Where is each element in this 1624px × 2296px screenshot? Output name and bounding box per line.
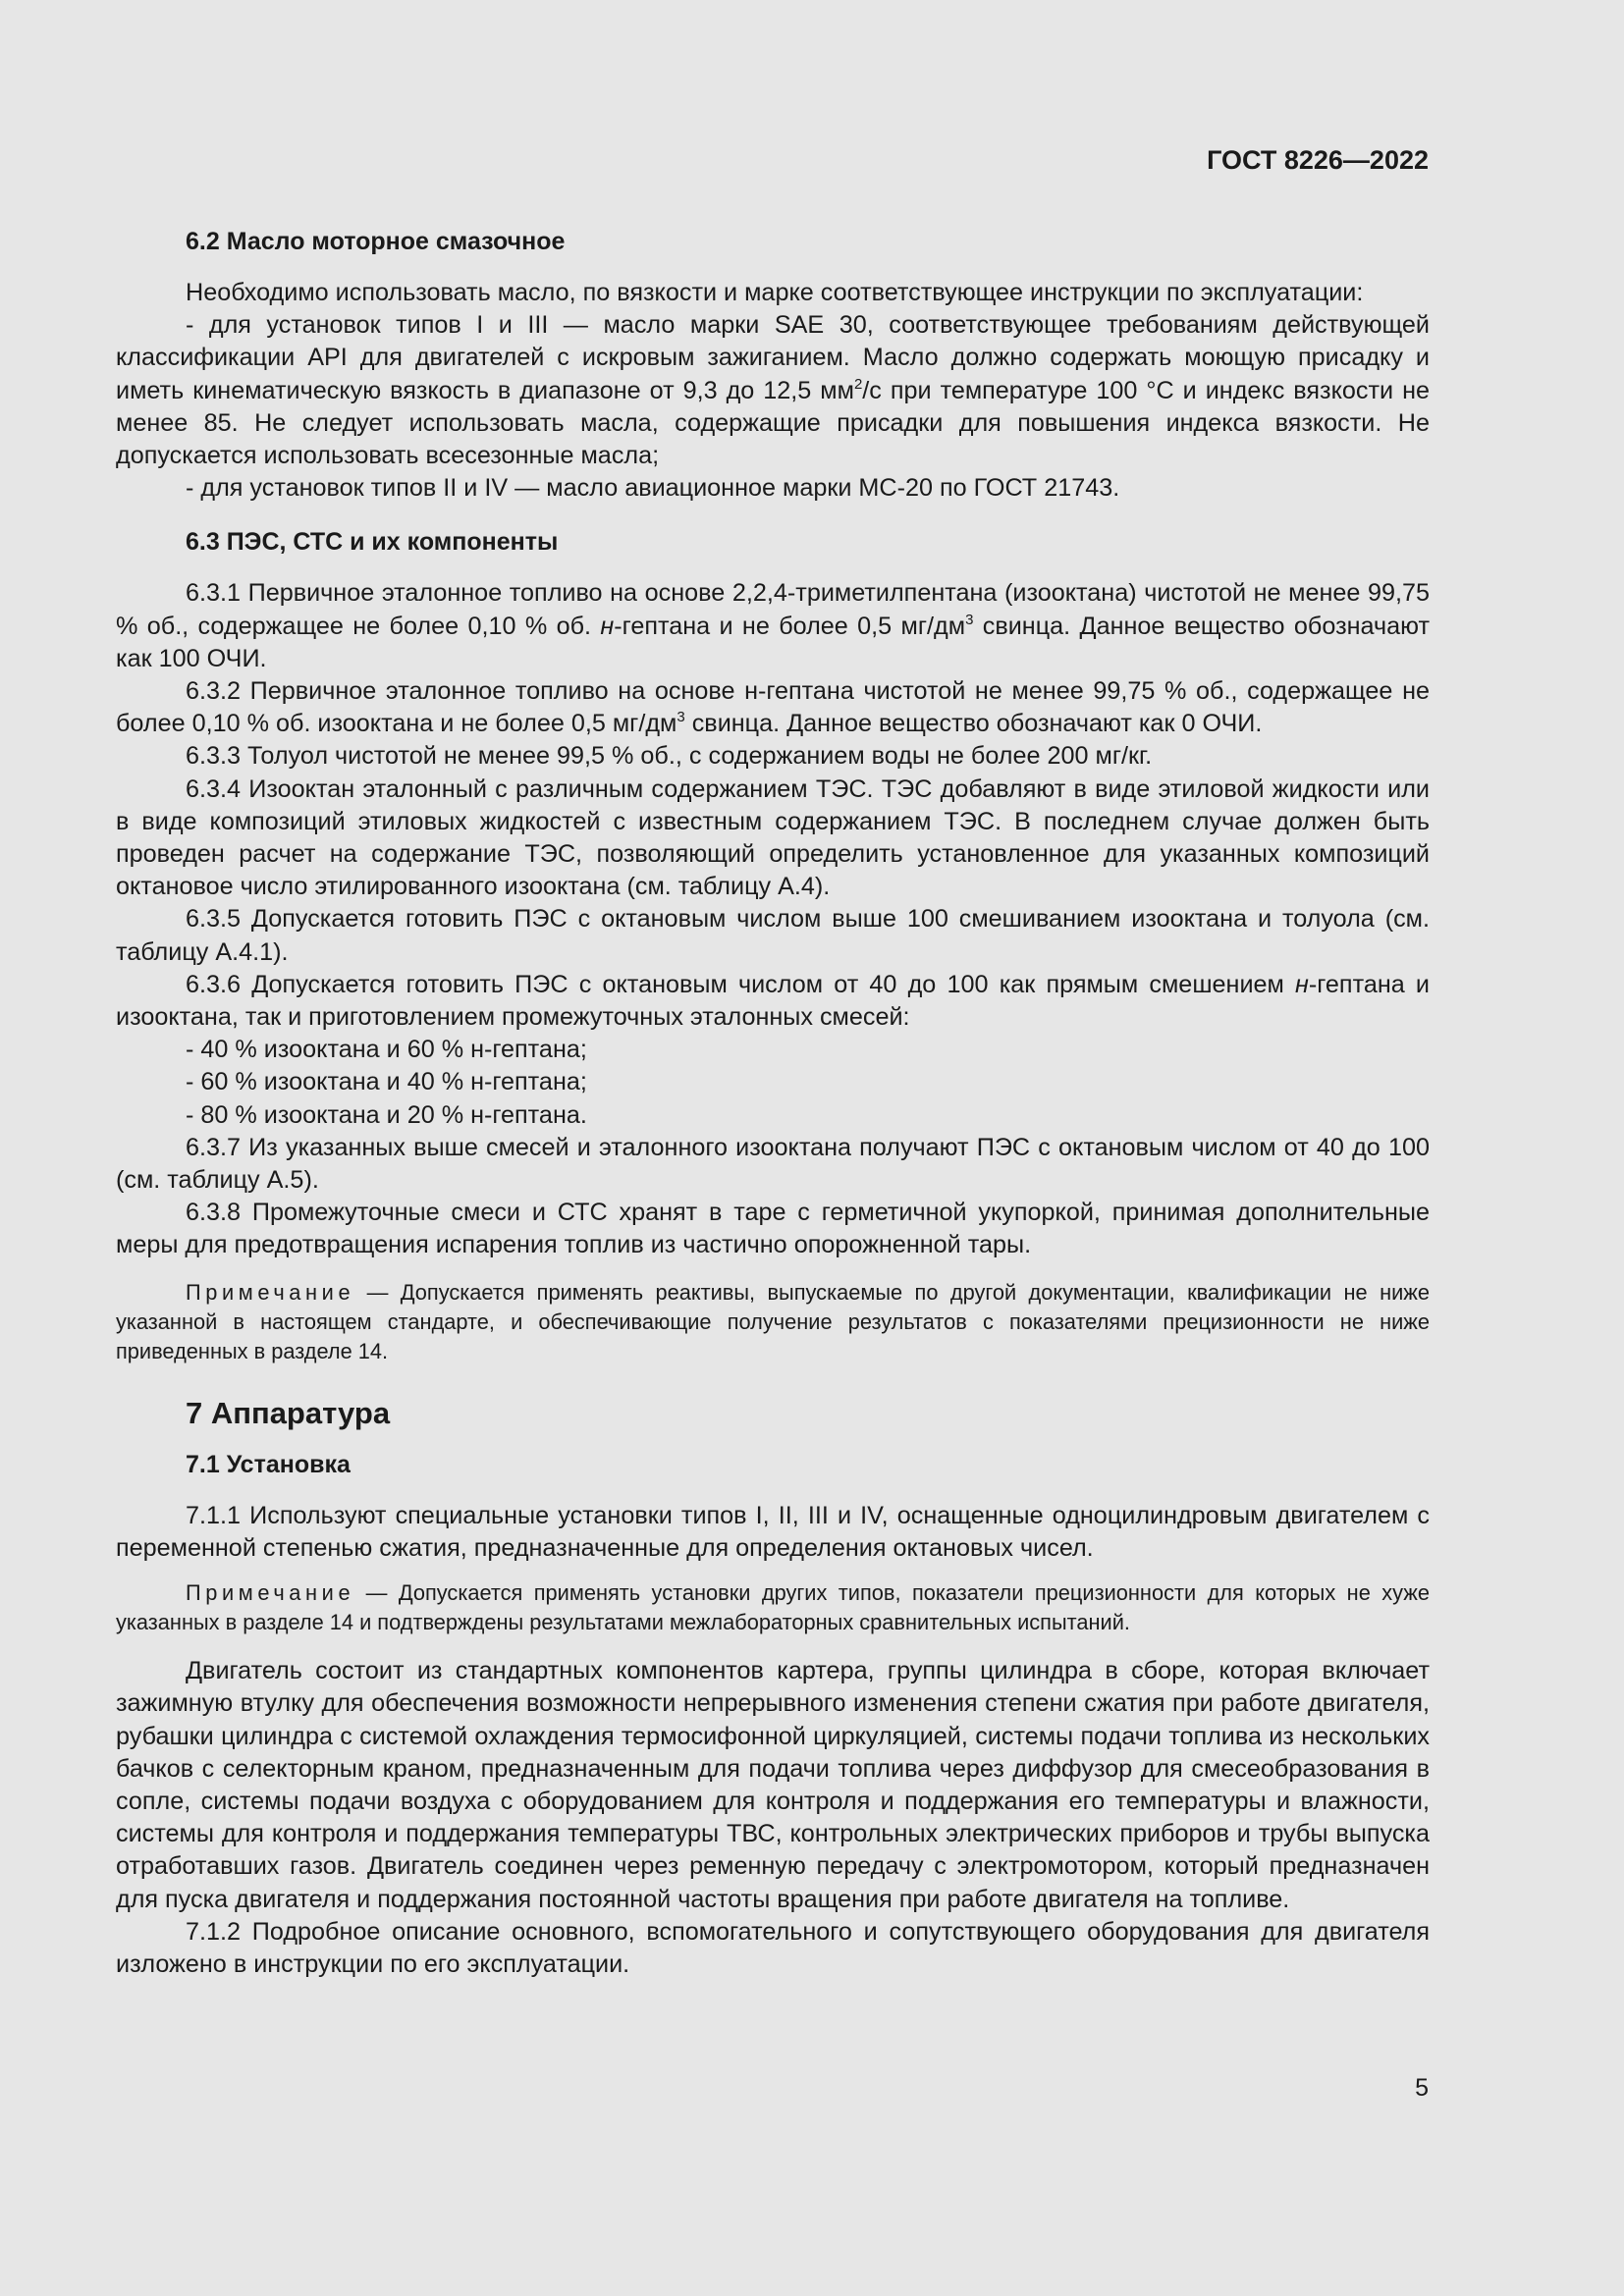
paragraph: Необходимо использовать масло, по вязкости и марке соответствующее инструкции по эксплуатации: [186,279,1364,306]
list-item: - 40 % изооктана и 60 % н-гептана; [186,1036,587,1064]
paragraph-6-3-8: 6.3.8 Промежуточные смеси и СТС хранят в таре с герметичной укупоркой, принимая дополнительные меры для предотвращения испарения топлив из частично опорожненной тары. [116,1199,1430,1259]
paragraph-6-3-1 [116,577,1430,675]
paragraph-6-3-5: 6.3.5 Допускается готовить ПЭС с октановым числом выше 100 смешиванием изооктана и толуола (см. таблицу А.4.1). [116,905,1430,966]
paragraph-7-1-1: 7.1.1 Используют специальные установки типов I, II, III и IV, оснащенные одноцилиндровым двигателем с переменной степенью сжатия, предназначенные для определения октановых чисел. [116,1501,1430,1562]
paragraph-7-1-2: 7.1.2 Подробное описание основного, вспомогательного и сопутствующего оборудования для двигателя изложено в инструкции по его эксплуатации. [116,1917,1430,1978]
text-fragment: 6.3.6 Допускается готовить ПЭС с октановым числом от 40 до 100 как прямым смешением [186,970,1296,998]
text-fragment: 6.3.2 Первичное эталонное топливо на основе н-гептана чистотой не менее 99,75 % об., содержащее не более 0,10 % об. изооктана и не более 0,5 мг/дм [116,677,1430,738]
note-label: Примечание [186,1580,355,1606]
text-fragment: - для установок типов I и III — масло марки SAE 30, соответствующее требованиям действующей классификации API для двигателей с искровым зажиганием. Масло должно содержать моющую присадку и иметь кинематическую вязкость в диапазоне от 9,3 до 12,5 мм [116,311,1430,404]
paragraph-6-3-4: 6.3.4 Изооктан эталонный с различным содержанием ТЭС. ТЭС добавляют в виде этиловой жидкости или в виде композиций этиловых жидкостей с известным содержанием ТЭС. В последнем случае должен быть проведен расчет на содержание ТЭС, позволяющий определить установленное для указанных композиций октановое число этилированного изооктана (см. таблицу А.4). [116,774,1430,901]
text-fragment: -гептана и не более 0,5 мг/дм [614,612,966,640]
paragraph-6-3-2 [116,675,1430,740]
section-6-2-title: 6.2 Масло моторное смазочное [186,228,566,255]
text-fragment: /с при температуре 100 °C и индекс вязкости не менее 85. Не следует использовать масла, содержащие присадки для повышения индекса вязкости. Не допускается использовать всесезонные масла; [116,376,1431,470]
note-label: Примечание [186,1279,355,1305]
paragraph-6-3-6 [116,969,1430,1034]
text-fragment: свинца. Данное вещество обозначают как 0 ОЧИ. [684,710,1263,738]
note [116,1578,1430,1637]
paragraph-6-3-7: 6.3.7 Из указанных выше смесей и эталонного изооктана получают ПЭС с октановым числом от 40 до 100 (см. таблицу А.5). [116,1133,1430,1195]
section-7-1-title: 7.1 Установка [186,1450,351,1478]
superscript: 2 [853,375,863,393]
section-6-3-title: 6.3 ПЭС, СТС и их компоненты [186,528,559,557]
paragraph-6-3-3: 6.3.3 Толуол чистотой не менее 99,5 % об., с содержанием воды не более 200 мг/кг. [186,742,1153,771]
superscript: 3 [677,709,685,726]
superscript: 3 [965,611,974,628]
list-item: - 60 % изооктана и 40 % н-гептана; [186,1068,587,1096]
paragraph-engine: Двигатель состоит из стандартных компонентов картера, группы цилиндра в сборе, которая включает зажимную втулку для обеспечения возможности непрерывного изменения степени сжатия при работе двигателя, рубашки цилиндра с системой охлаждения термосифонной циркуляцией, системы подачи топлива из нескольких бачков с селекторным краном, предназначенным для подачи топлива через диффузор для смесеобразования в сопле, системы подачи воздуха с оборудованием для контроля и поддержания его температуры и влажности, системы для контроля и поддержания температуры ТВС, контрольных электрических приборов и трубы выпуска отработавших газов. Двигатель соединен через ременную передачу с электромотором, который предназначен для пуска двигателя и поддержания постоянной частоты вращения при работе двигателя на топливе. [116,1657,1430,1913]
text-fragment: свинца. Данное вещество обозначают как 100 ОЧИ. [116,612,1430,672]
paragraph [116,309,1430,472]
italic-text: н [1295,970,1309,998]
note-text: — Допускается применять установки других типов, показатели прецизионности для которых не хуже указанных в разделе 14 и подтверждены результатами межлабораторных сравнительных испытаний. [116,1580,1430,1635]
paragraph: - для установок типов II и IV — масло авиационное марки МС-20 по ГОСТ 21743. [186,474,1120,503]
text-fragment: -гептана и изооктана, так и приготовлением промежуточных эталонных смесей: [116,970,1431,1032]
italic-text: н [600,612,615,640]
chapter-7-title: 7 Аппаратура [186,1395,391,1430]
note [116,1278,1430,1366]
list-item: - 80 % изооктана и 20 % н-гептана. [186,1100,587,1129]
document-body [116,224,1430,1981]
note-text: — Допускается применять реактивы, выпускаемые по другой документации, квалификации не ниже указанной в настоящем стандарте, и обеспечивающие получение результатов с показателями прецизионности не ниже приведенных в разделе 14. [116,1279,1430,1363]
text-fragment: 6.3.1 Первичное эталонное топливо на основе 2,2,4-триметилпентана (изооктана) чистотой не менее 99,75 % об., содержащее не более 0,10 % об. [116,579,1430,640]
document-id-header: ГОСТ 8226—2022 [1207,145,1429,175]
page-number: 5 [1415,2074,1429,2102]
